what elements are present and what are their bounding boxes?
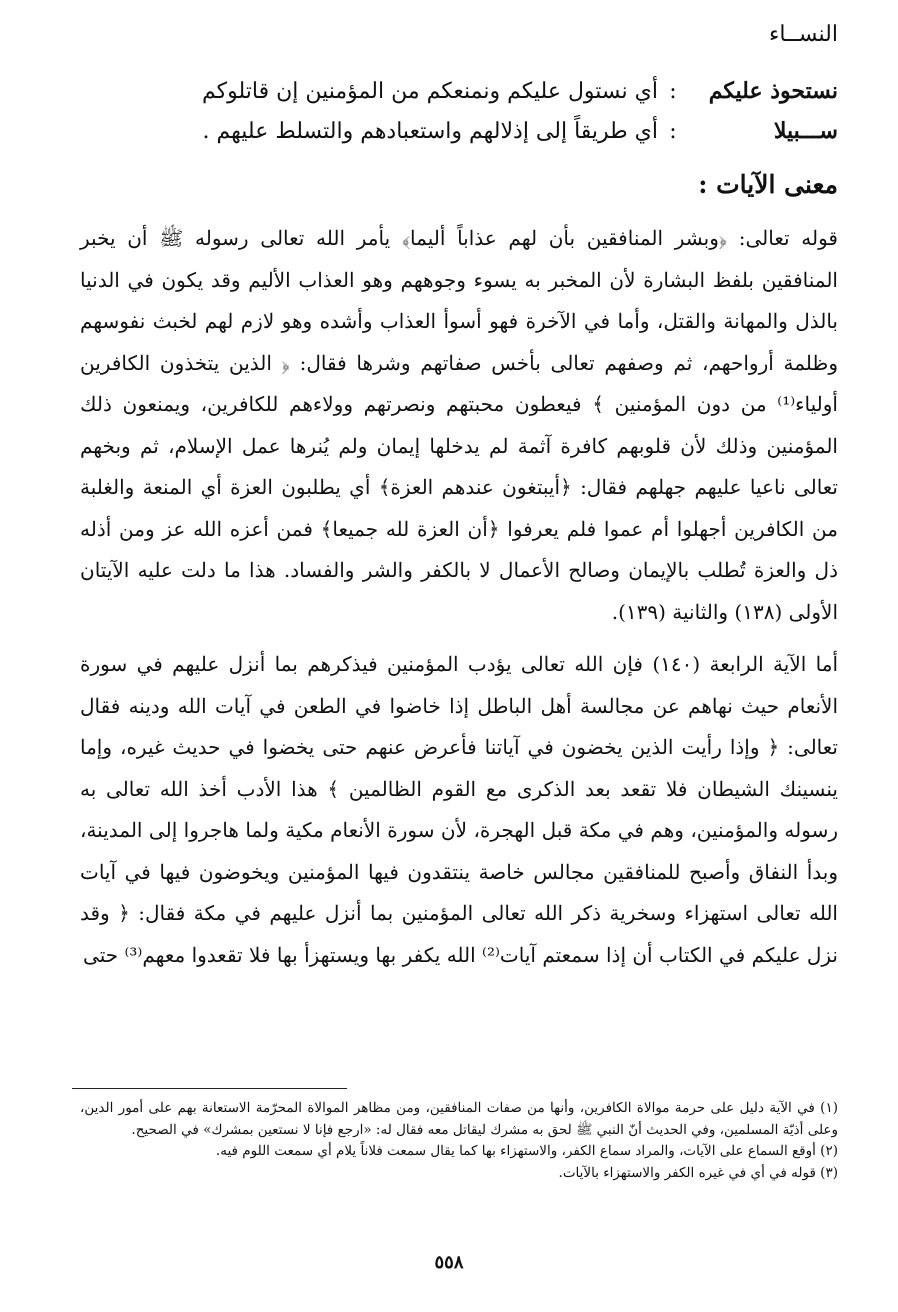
definition-colon: : xyxy=(669,79,677,104)
section-title: معنى الآيات : xyxy=(698,170,838,199)
vocabulary-definitions xyxy=(80,78,838,158)
definition-term: نستحوذ عليكم xyxy=(708,78,838,104)
commentary-body xyxy=(80,218,838,976)
definition-term: ســـبيلا xyxy=(773,118,838,144)
definition-row xyxy=(80,118,838,158)
footnote: (٣) قوله في أي في غيره الكفر والاستهزاء بالآيات. xyxy=(558,1164,838,1181)
definition-row xyxy=(80,78,838,118)
definition-meaning: أي طريقاً إلى إذلالهم واستعبادهم والتسلط عليهم . xyxy=(202,119,658,144)
footnote: (١) في الآية دليل على حرمة موالاة الكافرين، وأنها من صفات المنافقين، ومن مظاهر الموالاة المحرّمة الاستعانة بهم على أمور الدين، وعلى أذيّة المسلمين، وفي الحديث أنّ النبي ﷺ لحق به مشرك ليقاتل معه فقال له: «ارجع فإنا لا نستعين بمشرك» في الصحيح. xyxy=(80,1100,838,1138)
surah-running-header: النســاء xyxy=(768,22,838,47)
commentary-paragraph: قوله تعالى: ﴿وبشر المنافقين بأن لهم عذاباً أليما﴾ يأمر الله تعالى رسوله ﷺ أن يخبر المنافقين بلفظ البشارة لأن المخبر به يسوء وجوههم وهو العذاب الأليم وقد يكون في الدنيا بالذل والمهانة والقتل، وأما في الآخرة فهو أسوأ العذاب وأشده وهو لازم لهم لخبث نفوسهم وظلمة أرواحهم، ثم وصفهم تعالى بأخس صفاتهم وشرها فقال: ﴿ الذين يتخذون الكافرين أولياء⁽¹⁾ من دون المؤمنين ﴾ فيعطون محبتهم ونصرتهم وولاءهم للكافرين، ويمنعون ذلك المؤمنين وذلك لأن قلوبهم كافرة آثمة لم يدخلها إيمان ولم يُنرها عمل الإسلام، ثم وبخهم تعالى ناعيا عليهم جهلهم فقال: ﴿أيبتغون عندهم العزة﴾ أي يطلبون العزة أي المنعة والغلبة من الكافرين أجهلوا أم عموا فلم يعرفوا ﴿أن العزة لله جميعا﴾ فمن أعزه الله عز ومن أذله ذل والعزة تُطلب بالإيمان وصالح الأعمال لا بالكفر والشر والفساد. هذا ما دلت عليه الآيتان الأولى (١٣٨) والثانية (١٣٩). xyxy=(80,226,838,624)
page-number: ٥٥٨ xyxy=(434,1252,464,1273)
footnote: (٢) أوقع السماع على الآيات، والمراد سماع الكفر، والاستهزاء بها كما يقال سمعت فلاناً يلام أي سمعت اللوم فيه. xyxy=(215,1143,838,1159)
footnotes xyxy=(80,1098,838,1184)
definition-meaning: أي نستول عليكم ونمنعكم من المؤمنين إن قاتلوكم xyxy=(202,79,658,104)
definition-colon: : xyxy=(669,119,677,144)
footnote-divider xyxy=(72,1088,347,1089)
commentary-paragraph: أما الآية الرابعة (١٤٠) فإن الله تعالى يؤدب المؤمنين فيذكرهم بما أنزل عليهم في سورة الأنعام حيث نهاهم عن مجالسة أهل الباطل إذا خاضوا في الطعن في آيات الله ودينه فقال تعالى: ﴿ وإذا رأيت الذين يخضون في آياتنا فأعرض عنهم حتى يخضوا في حديث غيره، وإما ينسينك الشيطان فلا تقعد بعد الذكرى مع القوم الظالمين ﴾ هذا الأدب أخذ الله تعالى به رسوله والمؤمنين، وهم في مكة قبل الهجرة، لأن سورة الأنعام مكية ولما هاجروا إلى المدينة، وبدأ النفاق وأصبح للمنافقين مجالس خاصة ينتقدون فيها المؤمنين ويخوضون فيها في آيات الله تعالى استهزاء وسخرية ذكر الله تعالى المؤمنين بما أنزل عليهم في مكة فقال: ﴿ وقد نزل عليكم في الكتاب أن إذا سمعتم آيات⁽²⁾ الله يكفر بها ويستهزأ بها فلا تقعدوا معهم⁽³⁾ حتى xyxy=(80,652,838,967)
